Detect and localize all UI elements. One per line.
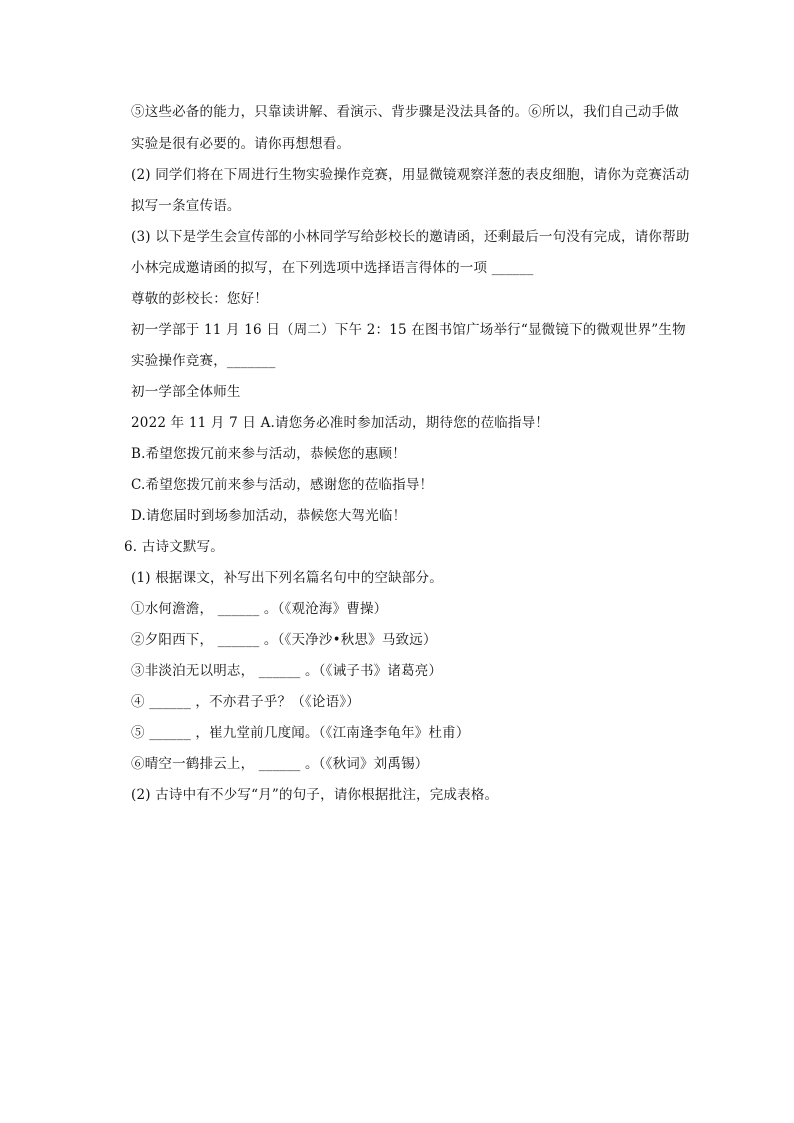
poem-blank-5: ⑤ ______ ，崔九堂前几度闻。（《江南逢李龟年》杜甫） bbox=[131, 725, 470, 741]
question-6-heading: 6. 古诗文默写。 bbox=[124, 539, 224, 555]
option-b: B.希望您拨冗前来参与活动，恭候您的惠顾！ bbox=[131, 446, 406, 462]
question-2-line: 拟写一条宣传语。 bbox=[131, 198, 241, 214]
question-3-line: 小林完成邀请函的拟写，在下列选项中选择语言得体的一项 ______ bbox=[131, 260, 534, 276]
option-c: C.希望您拨冗前来参与活动，感谢您的莅临指导！ bbox=[131, 477, 434, 493]
poem-blank-3: ③非淡泊无以明志， ______ 。（《诫子书》诸葛亮） bbox=[131, 663, 443, 679]
paragraph-line: ⑤这些必备的能力，只靠读讲解、看演示、背步骤是没法具备的。⑥所以，我们自己动手做 bbox=[131, 104, 679, 120]
letter-body: 实验操作竞赛，_______ bbox=[131, 353, 276, 369]
paragraph-line: 实验是很有必要的。请你再想想看。 bbox=[131, 136, 351, 152]
question-3-line: (3) 以下是学生会宣传部的小林同学写给彭校长的邀请函，还剩最后一句没有完成，请你帮助 bbox=[131, 229, 690, 245]
option-a: 2022 年 11 月 7 日 A.请您务必准时参加活动，期待您的莅临指导！ bbox=[131, 415, 550, 431]
poem-blank-4: ④ ______ ，不亦君子乎？（《论语》） bbox=[131, 694, 360, 710]
poem-blank-6: ⑥晴空一鹤排云上， ______ 。（《秋词》刘禹锡） bbox=[131, 756, 429, 772]
question-6-2: (2) 古诗中有不少写“月”的句子，请你根据批注，完成表格。 bbox=[131, 787, 499, 803]
letter-signature: 初一学部全体师生 bbox=[131, 384, 241, 400]
poem-blank-1: ①水何澹澹， ______ 。（《观沧海》曹操） bbox=[131, 601, 388, 617]
question-2-line: (2) 同学们将在下周进行生物实验操作竞赛，用显微镜观察洋葱的表皮细胞，请你为竞赛活动 bbox=[131, 167, 690, 183]
letter-body: 初一学部于 11 月 16 日（周二）下午 2：15 在图书馆广场举行“显微镜下的微观世界”生物 bbox=[131, 322, 686, 338]
poem-blank-2: ②夕阳西下， ______ 。（《天净沙•秋思》马致远） bbox=[131, 632, 437, 648]
letter-greeting: 尊敬的彭校长：您好！ bbox=[131, 291, 268, 307]
option-d: D.请您届时到场参加活动，恭候您大驾光临！ bbox=[131, 508, 407, 524]
question-6-1: (1) 根据课文，补写出下列名篇名句中的空缺部分。 bbox=[131, 570, 443, 586]
